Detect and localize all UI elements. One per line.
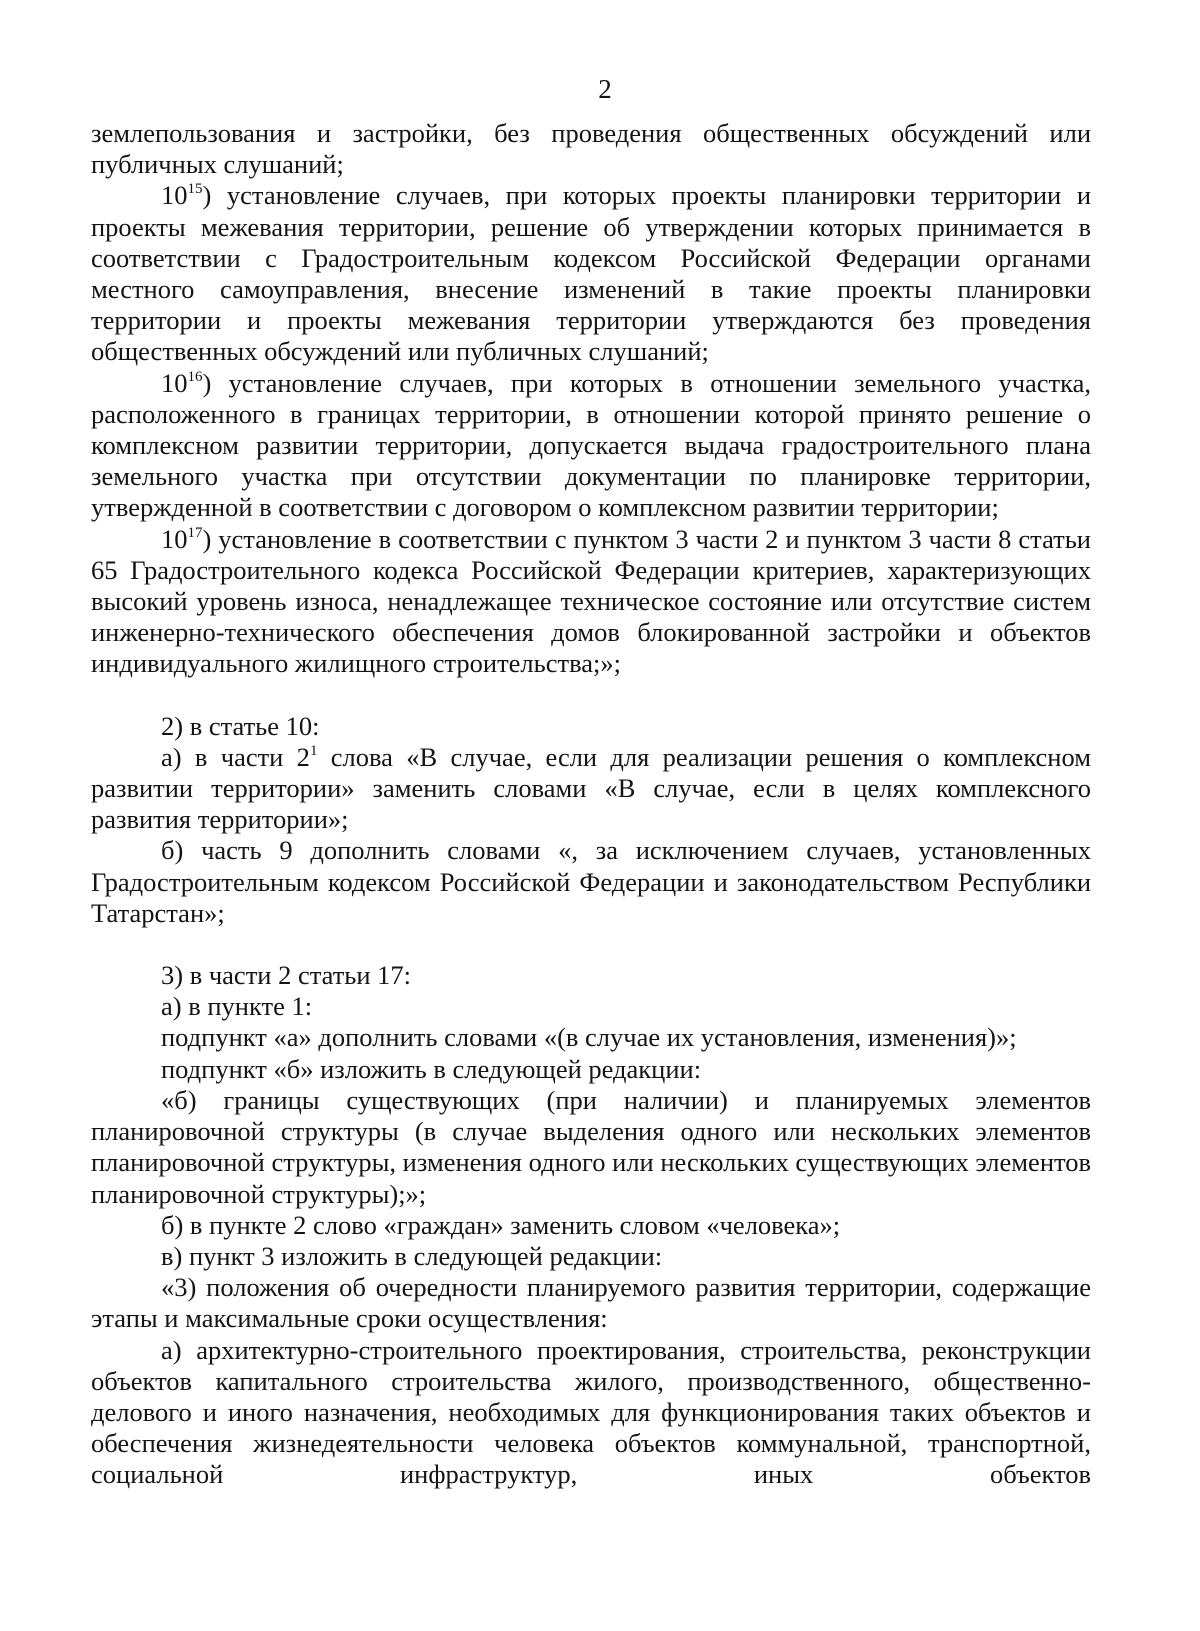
item-superscript: 1 xyxy=(309,742,318,759)
paragraph-item-10-15 xyxy=(91,180,1091,367)
paragraph-continuation: землепользования и застройки, без проведения общественных обсуждений или публичных слушаний; xyxy=(91,118,1091,180)
paragraph-item-10-17 xyxy=(91,524,1091,680)
item-superscript: 17 xyxy=(187,524,203,541)
paragraph-text: слова «В случае, если для реализации решения о комплексном развитии территории» заменить словами «В случае, если в целях комплексного развития территории»; xyxy=(91,741,1091,835)
paragraph-point-2: б) в пункте 2 слово «граждан» заменить словом «человека»; xyxy=(161,1209,841,1240)
item-number: 10 xyxy=(161,523,188,554)
paragraph-text: ) установление случаев, при которых в отношении земельного участка, расположенного в границах территории, в отношении которой принято решение о комплексном развитии территории, допускается выдача градостроительного плана земельного участка при отсутствии документации по планировке территории, утвержденной в соответствии с договором о комплексном развитии территории; xyxy=(91,367,1091,523)
document-body xyxy=(91,118,1091,1491)
item-superscript: 16 xyxy=(187,368,203,385)
paragraph-text: ) установление в соответствии с пунктом 3 части 2 и пунктом 3 части 8 статьи 65 Градостроительного кодекса Российской Федерации критериев, характеризующих высокий уровень износа, ненадлежащее техническое состояние или отсутствие систем инженерно-технического обеспечения домов блокированной застройки и объектов индивидуального жилищного строительства;»; xyxy=(91,523,1091,679)
paragraph-article-10-heading: 2) в статье 10: xyxy=(161,710,320,741)
paragraph-article-10-a xyxy=(91,742,1091,836)
paragraph-article-10-b: б) часть 9 дополнить словами «, за исключением случаев, установленных Градостроительным кодексом Российской Федерации и законодательством Республики Татарстан»; xyxy=(91,835,1091,928)
paragraph-quote-3: «3) положения об очередности планируемого развития территории, содержащие этапы и максимальные сроки осуществления: xyxy=(91,1272,1091,1334)
item-number: 10 xyxy=(161,367,188,398)
paragraph-subpoint-b: подпункт «б» изложить в следующей редакции: xyxy=(161,1053,702,1084)
item-superscript: 15 xyxy=(187,181,203,198)
paragraph-prefix: а) в части 2 xyxy=(161,741,310,772)
page-number: 2 xyxy=(598,74,612,104)
paragraph-article-17-heading: 3) в части 2 статьи 17: xyxy=(161,960,412,991)
paragraph-point-1: а) в пункте 1: xyxy=(161,991,313,1022)
paragraph-quote-3-a: а) архитектурно-строительного проектирования, строительства, реконструкции объектов капитального строительства жилого, производственного, общественно-делового и иного назначения, необходимых для функционирования таких объектов и обеспечения жизнедеятельности человека объектов коммунальной, транспортной, социальной инфраструктур, иных объектов xyxy=(91,1334,1091,1490)
paragraph-item-10-16 xyxy=(91,368,1091,524)
paragraph-point-3: в) пункт 3 изложить в следующей редакции: xyxy=(161,1240,663,1271)
item-number: 10 xyxy=(161,180,188,211)
paragraph-subpoint-a: подпункт «а» дополнить словами «(в случае их установления, изменения)»; xyxy=(161,1022,1017,1053)
paragraph-quote-b: «б) границы существующих (при наличии) и планируемых элементов планировочной структуры (в случае выделения одного или нескольких элементов планировочной структуры, изменения одного или нескольких существующих элементов планировочной структуры);»; xyxy=(91,1084,1091,1209)
paragraph-text: ) установление случаев, при которых проекты планировки территории и проекты межевания территории, решение об утверждении которых принимается в соответствии с Градостроительным кодексом Российской Федерации органами местного самоуправления, внесение изменений в такие проекты планировки территории и проекты межевания территории утверждаются без проведения общественных обсуждений или публичных слушаний; xyxy=(91,180,1091,367)
